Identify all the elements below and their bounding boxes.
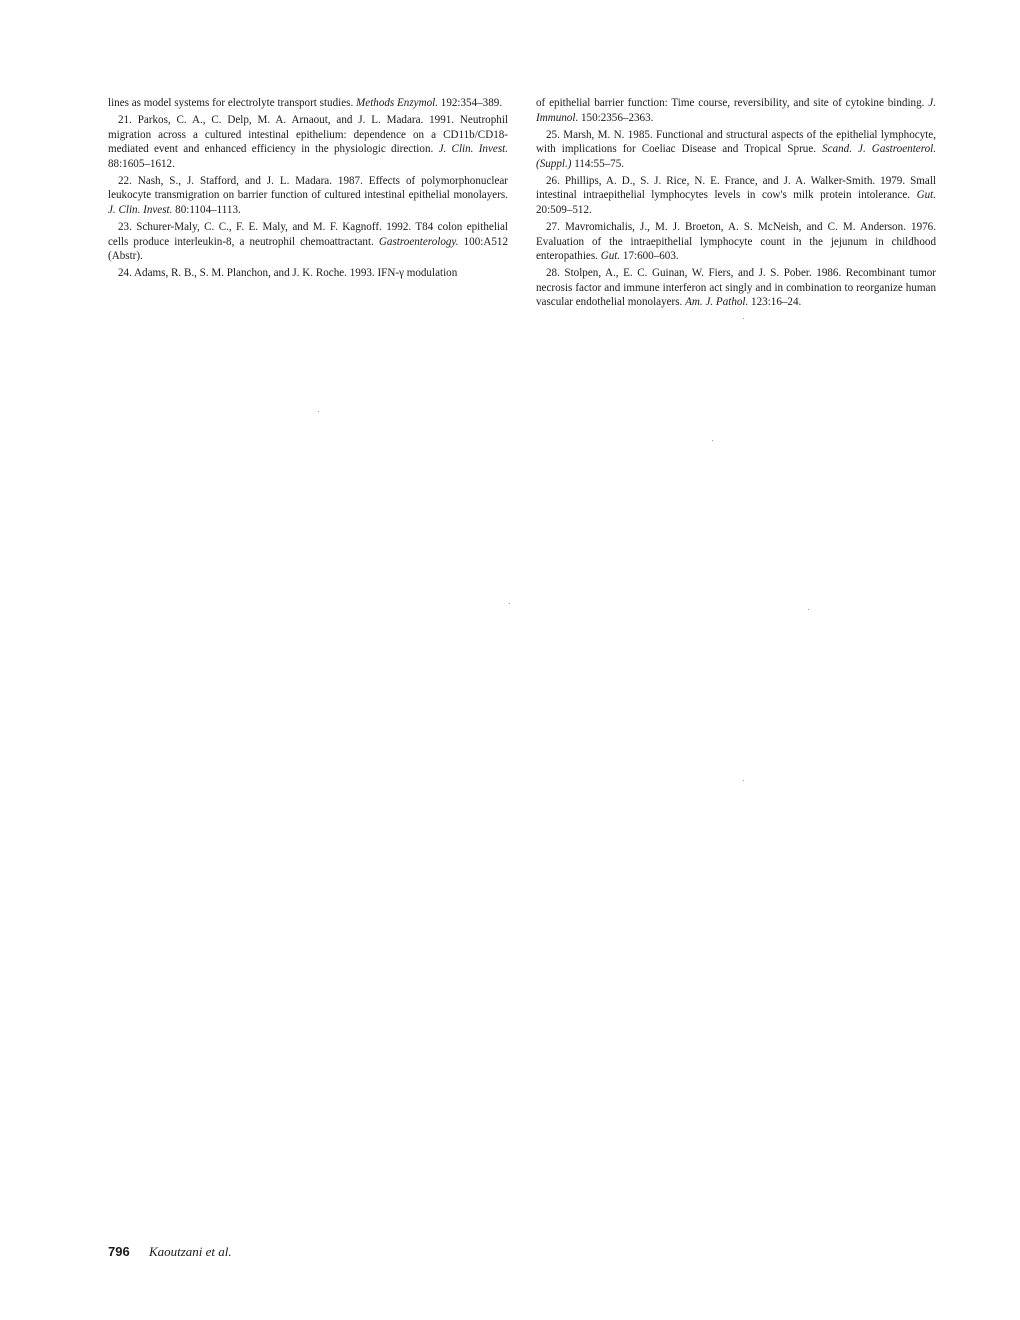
reference-text: 88:1605–1612. [108,157,175,170]
journal-title: Gastroenterology. [378,235,459,248]
reference-text: 150:2356–2363. [578,111,654,124]
reference-text: 23. Schurer-Maly, C. C., F. E. Maly, and M. F. Kagnoff. 1992. T84 colon epithelial cells produce interleukin-8, a neutrophil chemoattractant. [108,220,508,248]
reference-text: 26. Phillips, A. D., S. J. Rice, N. E. France, and J. A. Walker-Smith. 1979. Small intestinal intraepithelial lymphocytes levels in cow's milk protein intolerance. [536,174,936,202]
journal-title: Methods Enzymol. [356,97,438,109]
reference-text: 80:1104–1113. [172,203,241,216]
reference-ref-23 [108,220,508,264]
scan-speck [712,440,713,441]
page-footer [108,1244,232,1260]
reference-text: 192:354–389. [438,97,503,109]
page-number: 796 [108,1244,130,1259]
reference-ref-20-cont [108,96,508,111]
reference-text: 20:509–512. [536,203,592,216]
reference-text: 27. Mavromichalis, J., M. J. Broeton, A. S. McNeish, and C. M. Anderson. 1976. Evaluation of the intraepithelial lymphocyte count in the jejunum in childhood enteropathies. [536,220,936,263]
reference-column-right [536,96,936,312]
journal-title: J. Clin. Invest. [108,203,173,216]
reference-text: 17:600–603. [620,250,679,263]
reference-text: 21. Parkos, C. A., C. Delp, M. A. Arnaout, and J. L. Madara. 1991. Neutrophil migration across a cultured intestinal epithelium: dependence on a CD11b/CD18-mediated event and enhanced efficiency in the physiologic direction. [108,113,508,156]
reference-ref-28 [536,266,936,310]
journal-title: Gut. [600,250,621,263]
journal-title: Gut. [916,189,936,202]
scan-speck [743,780,744,781]
journal-title: J. Clin. Invest. [438,143,509,156]
reference-text: 28. Stolpen, A., E. C. Guinan, W. Fiers, and J. S. Pober. 1986. Recombinant tumor necrosis factor and immune interferon act singly and in combination to reorganize human vascular endothelial monolayers. [536,267,936,309]
running-authors: Kaoutzani et al. [148,1244,232,1259]
journal-title: J. Immunol. [536,97,936,124]
scan-speck [743,318,744,319]
reference-ref-21 [108,113,508,171]
reference-ref-26 [536,174,936,218]
reference-ref-22 [108,174,508,218]
reference-text: 24. Adams, R. B., S. M. Planchon, and J. K. Roche. 1993. IFN-γ modulation [118,267,458,280]
reference-text: 22. Nash, S., J. Stafford, and J. L. Madara. 1987. Effects of polymorphonuclear leukocyte transmigration on barrier function of cultured intestinal epithelial monolayers. [108,174,508,202]
scan-speck [318,411,319,412]
journal-title: Am. J. Pathol. [685,296,749,309]
scan-speck [509,603,510,604]
reference-column-left [108,96,508,283]
reference-text: 123:16–24. [748,296,802,309]
reference-text: of epithelial barrier function: Time course, reversibility, and site of cytokine binding. [536,97,929,109]
reference-text: 114:55–75. [571,157,625,170]
reference-text: lines as model systems for electrolyte transport studies. [108,97,357,109]
reference-text: 25. Marsh, M. N. 1985. Functional and structural aspects of the epithelial lymphocyte, with implications for Coeliac Disease and Tropical Sprue. [536,128,936,156]
reference-ref-27 [536,220,936,264]
scan-speck [808,609,809,610]
reference-ref-24 [108,266,508,281]
reference-ref-24-cont [536,96,936,125]
journal-title: Scand. J. Gastroenterol. (Suppl.) [536,143,937,170]
reference-text: 100:A512 (Abstr). [108,235,508,263]
reference-ref-25 [536,128,936,172]
